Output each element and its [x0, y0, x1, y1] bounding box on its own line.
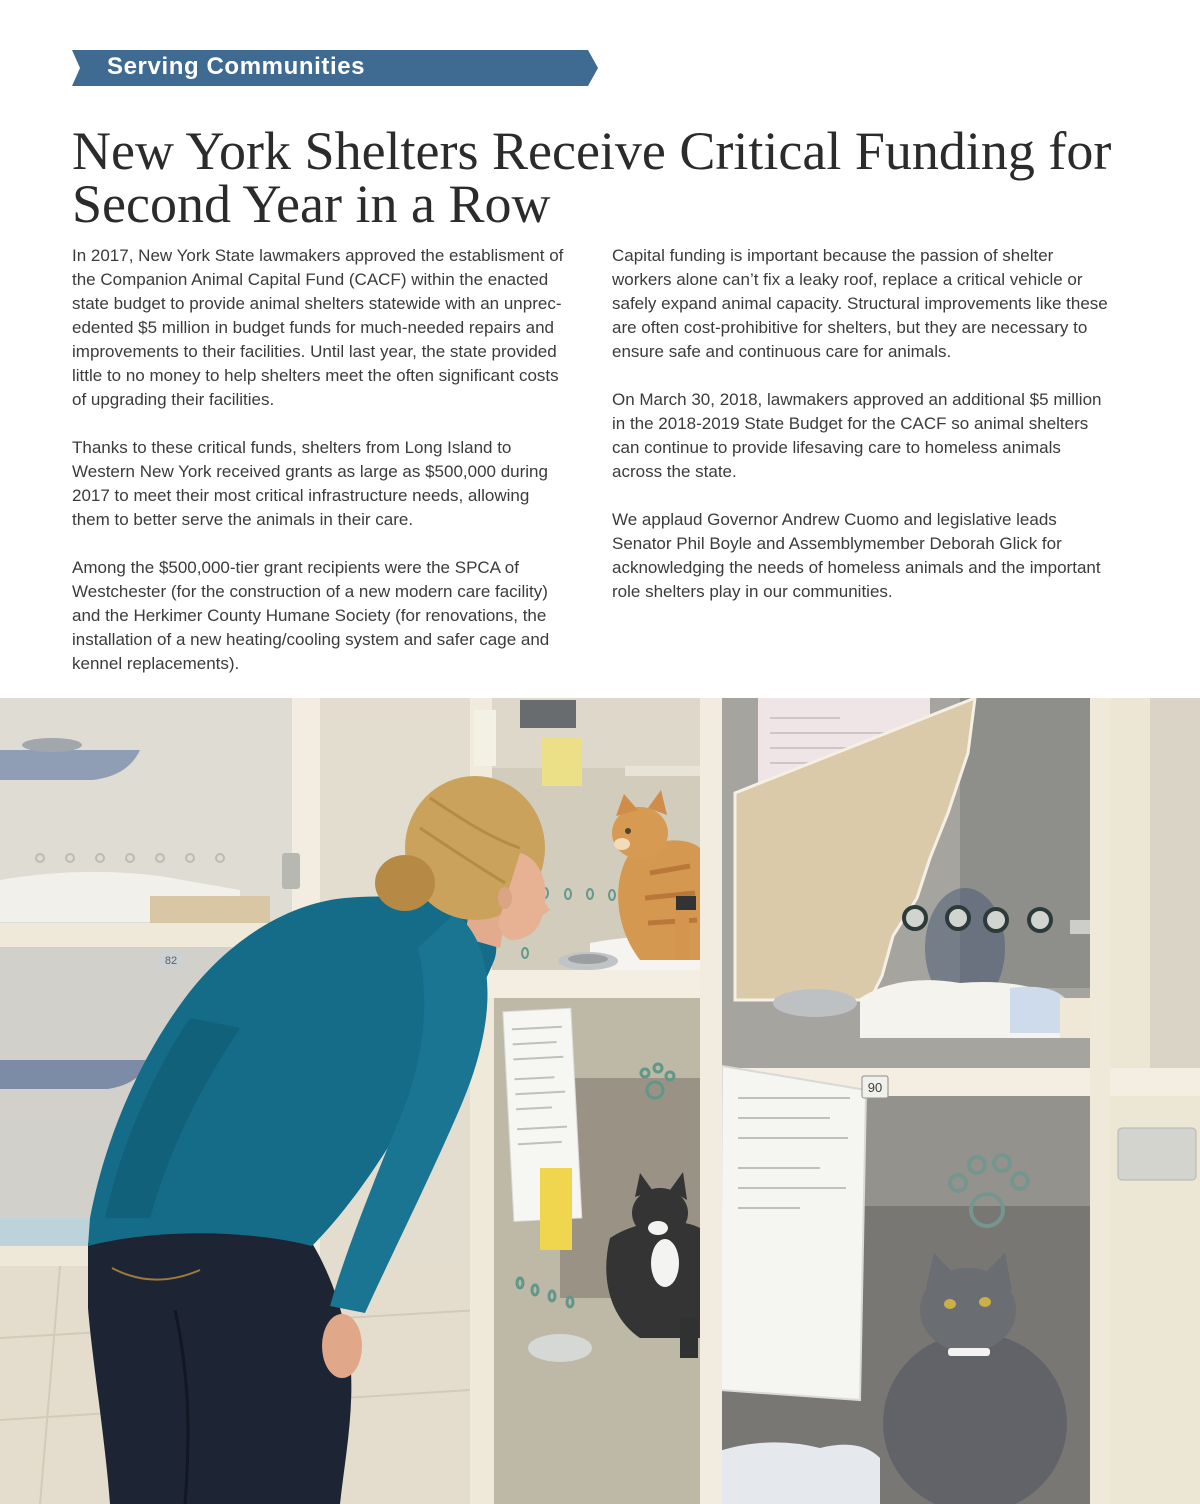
far-right-cages	[1110, 698, 1200, 1504]
text-line: safely expand animal capacity. Structural improvements like these	[612, 294, 1108, 313]
article-title	[72, 121, 1182, 234]
woman-jeans	[88, 1229, 351, 1504]
text-line: of upgrading their facilities.	[72, 390, 275, 409]
text-line: We applaud Governor Andrew Cuomo and legislative leads	[612, 510, 1057, 529]
paragraph	[72, 556, 592, 676]
text-line: are often cost-prohibitive for shelters, but they are necessary to	[612, 318, 1088, 337]
text-line: Thanks to these critical funds, shelters from Long Island to	[72, 438, 512, 457]
cage-glass	[1150, 698, 1200, 1070]
text-line: acknowledging the needs of homeless animals and the important	[612, 558, 1101, 577]
paragraph	[72, 436, 592, 532]
shelter-photo	[0, 698, 1200, 1504]
glass-door	[494, 998, 700, 1504]
door-latch	[676, 896, 696, 910]
cage-number-label: 90	[867, 1080, 883, 1095]
cage-post	[700, 698, 722, 1504]
text-line: installation of a new heating/cooling system and safer cage and	[72, 630, 550, 649]
body-column-right	[612, 244, 1162, 628]
title-line: New York Shelters Receive Critical Funding for	[72, 121, 1112, 181]
paragraph	[612, 244, 1162, 364]
text-line: 2017 to meet their most critical infrastructure needs, allowing	[72, 486, 530, 505]
paragraph	[612, 388, 1162, 484]
section-label: Serving Communities	[107, 53, 366, 80]
cage-number-label: 82	[164, 955, 178, 967]
text-line: role shelters play in our communities.	[612, 582, 893, 601]
text-line: Western New York received grants as large as $500,000 during	[72, 462, 548, 481]
door-latch	[282, 853, 300, 889]
text-line: the Companion Animal Capital Fund (CACF) within the enacted	[72, 270, 549, 289]
text-line: improvements to their facilities. Until last year, the state provided	[72, 342, 557, 361]
right-cage-bank	[700, 698, 1110, 1504]
paragraph	[72, 244, 592, 412]
text-line: On March 30, 2018, lawmakers approved an additional $5 million	[612, 390, 1102, 409]
text-line: Senator Phil Boyle and Assemblymember Deborah Glick for	[612, 534, 1062, 553]
text-line: across the state.	[612, 462, 737, 481]
cage-rail	[1110, 1068, 1200, 1096]
text-line: can continue to provide lifesaving care to homeless animals	[612, 438, 1061, 457]
title-line: Second Year in a Row	[72, 174, 551, 234]
woman-ear	[498, 887, 512, 909]
text-line: kennel replacements).	[72, 654, 240, 673]
text-line: Among the $500,000-tier grant recipients were the SPCA of	[72, 558, 519, 577]
glass-door	[722, 698, 1092, 1070]
woman-hair-bun	[375, 855, 435, 911]
cage-post	[470, 998, 494, 1504]
glass-door	[722, 1096, 1090, 1504]
text-line: in the 2018-2019 State Budget for the CACF so animal shelters	[612, 414, 1089, 433]
paragraph	[612, 508, 1162, 604]
text-line: workers alone can’t fix a leaky roof, replace a critical vehicle or	[612, 270, 1083, 289]
door-latch	[1118, 1128, 1196, 1180]
food-bowl	[22, 738, 82, 752]
woman-hand	[322, 1314, 362, 1378]
cage-post	[1090, 698, 1110, 1504]
text-line: In 2017, New York State lawmakers approved the establisment of	[72, 246, 564, 265]
text-line: Westchester (for the construction of a new modern care facility)	[72, 582, 548, 601]
cage-rail	[470, 970, 712, 998]
body-column-left	[72, 244, 592, 700]
text-line: and the Herkimer County Humane Society (for renovations, the	[72, 606, 547, 625]
text-line: little to no money to help shelters meet the often significant costs	[72, 366, 559, 385]
text-line: Capital funding is important because the passion of shelter	[612, 246, 1054, 265]
text-line: edented $5 million in budget funds for much-needed repairs and	[72, 318, 554, 337]
text-line: ensure safe and continuous care for animals.	[612, 342, 952, 361]
cardboard-box	[150, 896, 270, 923]
text-line: them to better serve the animals in their care.	[72, 510, 414, 529]
text-line: state budget to provide animal shelters statewide with an unprec-	[72, 294, 562, 313]
door-latch	[680, 1318, 698, 1358]
